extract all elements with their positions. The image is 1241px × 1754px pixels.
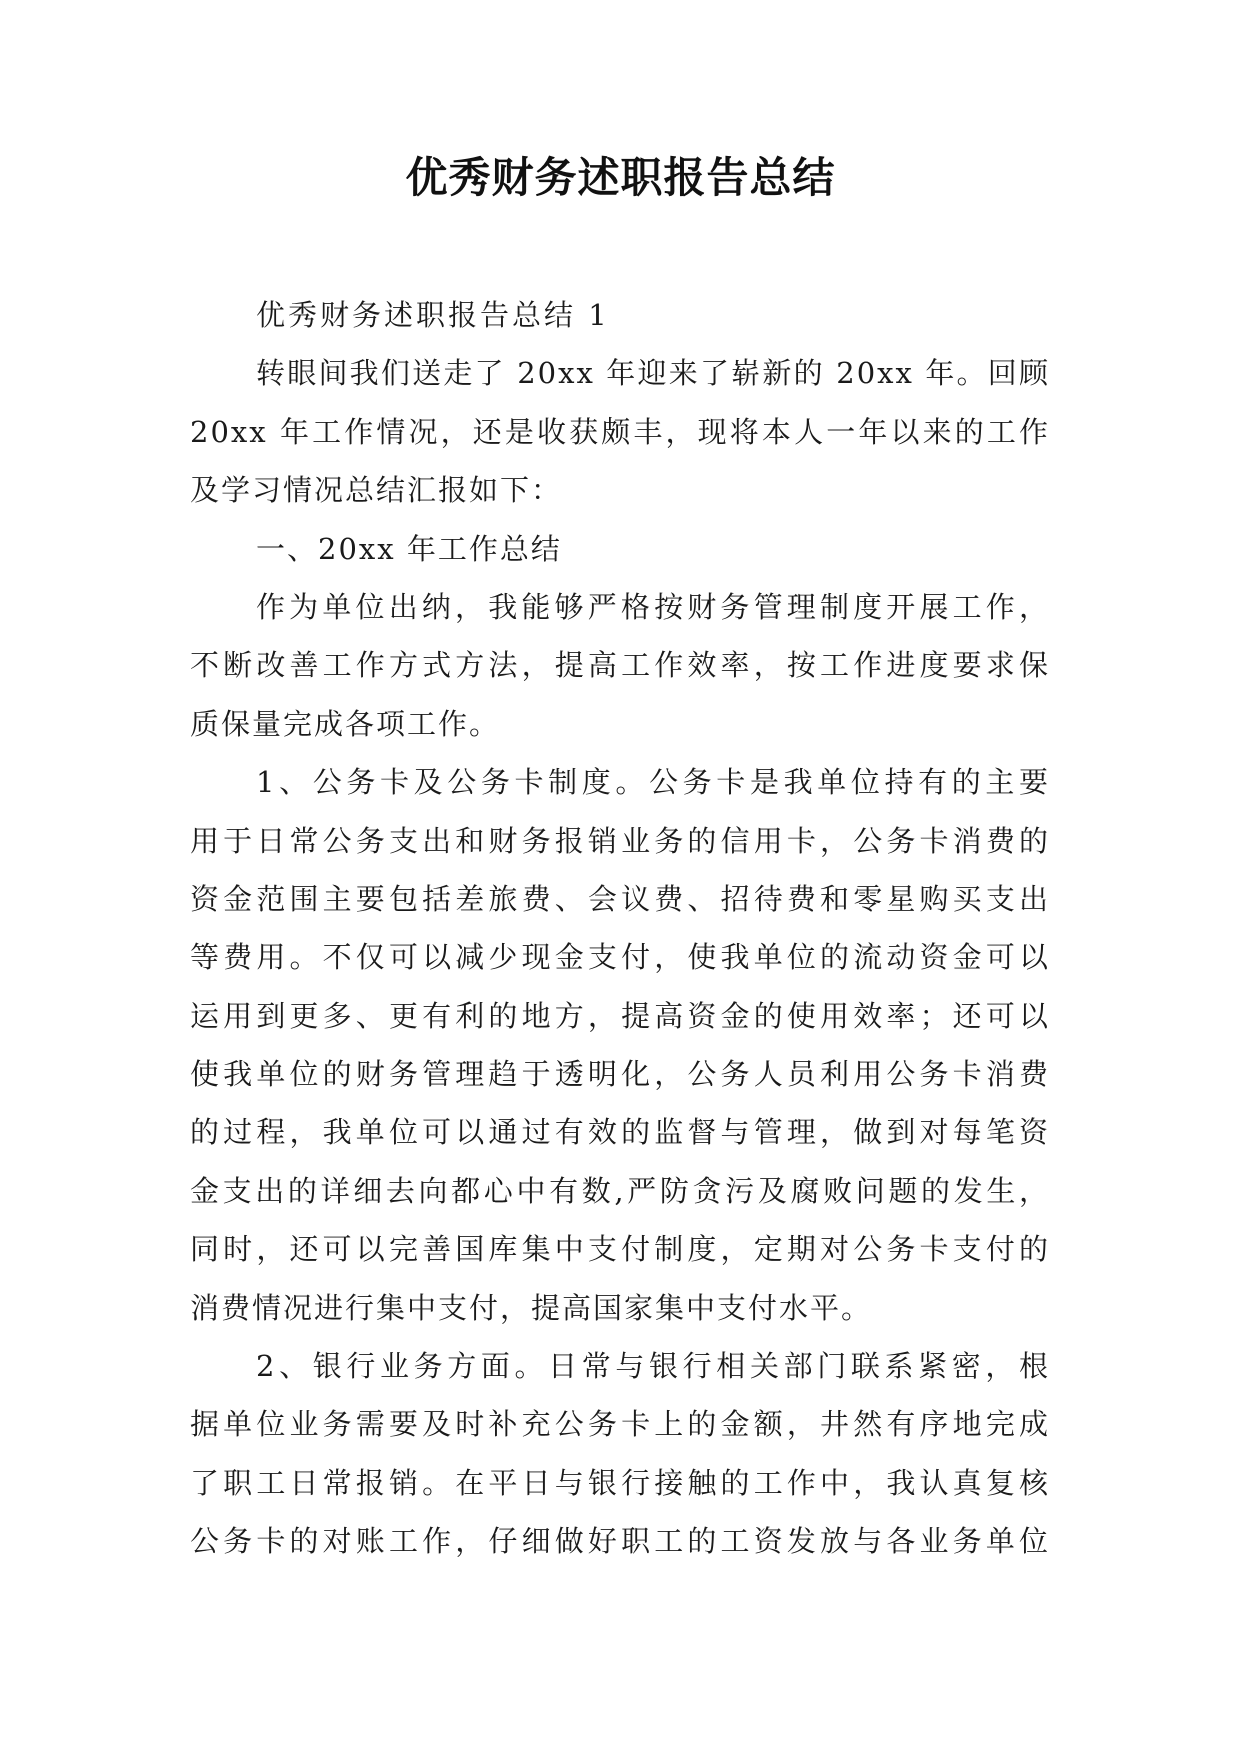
text-line: 优秀财务述职报告总结 1 [256, 298, 610, 332]
section-heading [190, 520, 1050, 578]
text-line: 的过程，我单位可以通过有效的监督与管理，做到对每笔资 [190, 1115, 1050, 1150]
text-line: 1、公务卡及公务卡制度。公务卡是我单位持有的主要 [256, 765, 1050, 800]
text-line: 消费情况进行集中支付，提高国家集中支付水平。 [190, 1290, 873, 1325]
text-line: 等费用。不仅可以减少现金支付，使我单位的流动资金可以 [190, 940, 1050, 975]
text-line: 据单位业务需要及时补充公务卡上的金额，井然有序地完成 [190, 1407, 1050, 1442]
paragraph-heading-1 [190, 286, 1050, 344]
paragraph-intro [190, 344, 1050, 519]
text-line: 及学习情况总结汇报如下： [190, 473, 563, 508]
text-line: 资金范围主要包括差旅费、会议费、招待费和零星购买支出 [190, 881, 1050, 916]
document-title: 优秀财务述职报告总结 [405, 153, 836, 202]
text-line: 了职工日常报销。在平日与银行接触的工作中，我认真复核 [190, 1465, 1050, 1500]
document-body [190, 286, 1050, 1571]
text-line: 20xx 年工作情况，还是收获颇丰，现将本人一年以来的工作 [190, 414, 1050, 449]
text-line: 一、20xx 年工作总结 [256, 531, 562, 566]
text-line: 用于日常公务支出和财务报销业务的信用卡，公务卡消费的 [190, 823, 1050, 858]
text-line: 金支出的详细去向都心中有数,严防贪污及腐败问题的发生， [190, 1173, 1050, 1208]
text-line: 作为单位出纳，我能够严格按财务管理制度开展工作， [256, 589, 1050, 624]
text-line: 不断改善工作方式方法，提高工作效率，按工作进度要求保 [190, 648, 1050, 683]
paragraph-cashier [190, 578, 1050, 753]
text-line: 质保量完成各项工作。 [190, 706, 501, 741]
paragraph-bank-business [190, 1337, 1050, 1571]
text-line: 运用到更多、更有利的地方，提高资金的使用效率；还可以 [190, 998, 1050, 1033]
text-line: 公务卡的对账工作，仔细做好职工的工资发放与各业务单位 [190, 1524, 1050, 1559]
text-line: 2、银行业务方面。日常与银行相关部门联系紧密，根 [256, 1349, 1050, 1384]
paragraph-official-card [190, 753, 1050, 1337]
text-line: 转眼间我们送走了 20xx 年迎来了崭新的 20xx 年。回顾 [256, 356, 1050, 391]
text-line: 同时，还可以完善国库集中支付制度，定期对公务卡支付的 [190, 1232, 1050, 1267]
text-line: 使我单位的财务管理趋于透明化，公务人员利用公务卡消费 [190, 1057, 1050, 1092]
